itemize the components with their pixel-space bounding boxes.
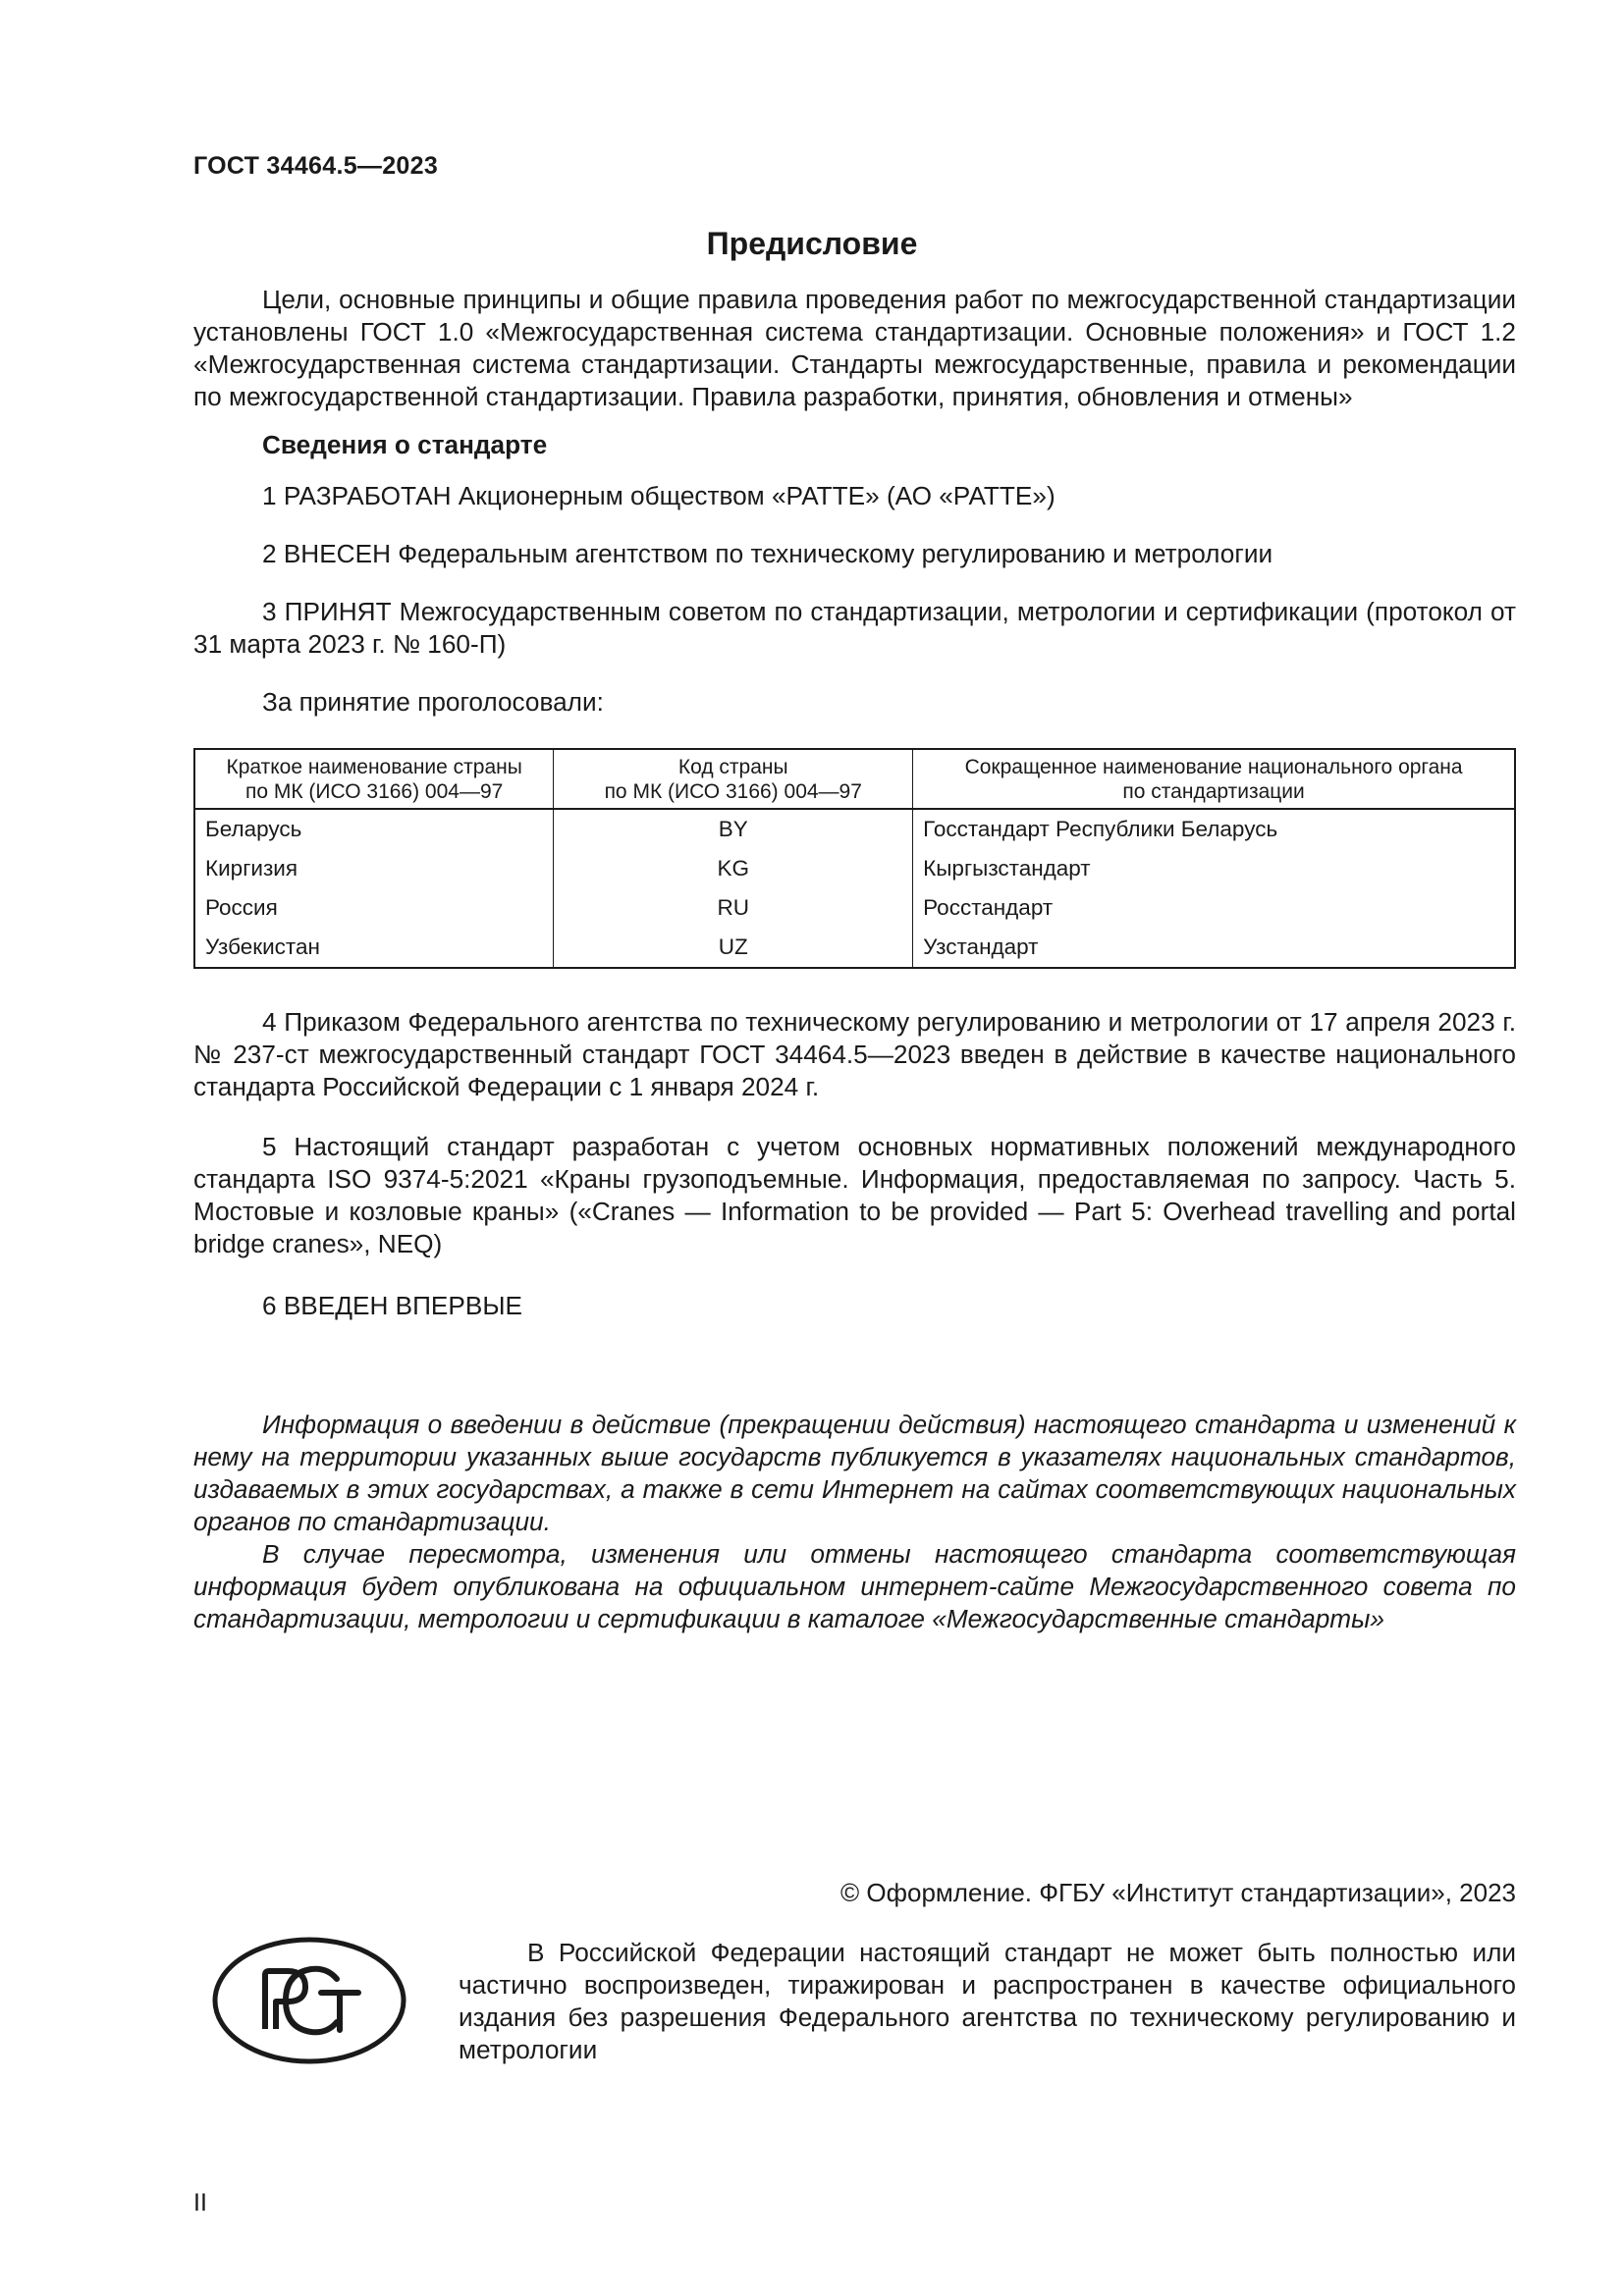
column-header-country-code (554, 749, 913, 809)
intro-paragraph: Цели, основные принципы и общие правила проведения работ по межгосударственной стандартизации установлены ГОСТ 1.0 «Межгосударственная система стандартизации. Основные положения» и ГОСТ 1.2 «Межгосударственная система стандартизации. Стандарты межгосударственные, правила и рекомендации по межгосударственной стандартизации. Правила разработки, принятия, обновления и отмены» (193, 285, 1516, 411)
reproduction-notice (459, 1937, 1516, 2066)
national-body-cell: Кыргызстандарт (923, 856, 1091, 881)
vote-table (193, 748, 1516, 969)
rst-logo-graphic (211, 1936, 407, 2065)
header-line: Сокращенное наименование национального органа (964, 756, 1463, 778)
header-line: по МК (ИСО 3166) 004—97 (604, 780, 862, 803)
standard-info-heading: Сведения о стандарте (262, 430, 548, 459)
column-header-national-body (913, 749, 1515, 809)
voted-label: За принятие проголосовали: (262, 687, 604, 717)
national-body-cell: Госстандарт Республики Беларусь (923, 817, 1278, 841)
header-line: Код страны (677, 756, 788, 778)
table-row (194, 928, 1515, 968)
document-id-header: ГОСТ 34464.5—2023 (193, 152, 439, 180)
rst-certification-mark-icon (211, 1936, 407, 2065)
country-name-cell: Россия (194, 888, 554, 928)
copyright-line: © Оформление. ФГБУ «Институт стандартизации», 2023 (840, 1878, 1516, 1907)
preface-content (193, 284, 1516, 1635)
country-name-cell: Беларусь (194, 809, 554, 849)
item-basis: 5 Настоящий стандарт разработан с учетом основных нормативных положений международного стандарта ISO 9374-5:2021 «Краны грузоподъемные. Информация, предоставляемая по запросу. Часть 5. Мостовые и козловые краны» («Cranes — Information to be provided — Part 5: Overhead travelling and portal bridge cranes», NEQ) (193, 1132, 1516, 1258)
country-name-cell: Киргизия (194, 849, 554, 888)
country-code-cell: UZ (554, 928, 913, 968)
header-line: по стандартизации (1122, 780, 1305, 803)
country-code-cell: KG (554, 849, 913, 888)
vote-table-header-row (194, 749, 1515, 809)
country-name-cell: Узбекистан (194, 928, 554, 968)
page-title: Предисловие (706, 226, 918, 261)
item-adopted: 3 ПРИНЯТ Межгосударственным советом по стандартизации, метрологии и сертификации (протокол от 31 марта 2023 г. № 160-П) (193, 597, 1516, 659)
table-row (194, 888, 1515, 928)
national-body-cell: Узстандарт (923, 934, 1039, 959)
table-row (194, 849, 1515, 888)
info-note-publication: Информация о введении в действие (прекращении действия) настоящего стандарта и изменений к нему на территории указанных выше государств публикуется в указателях национальных стандартов, издаваемых в этих государствах, а также в сети Интернет на сайтах соответствующих национальных органов по стандартизации. (193, 1410, 1516, 1536)
info-note-revision: В случае пересмотра, изменения или отмены настоящего стандарта соответствующая информация будет опубликована на официальном интернет-сайте Межгосударственного совета по стандартизации, метрологии и сертификации в каталоге «Межгосударственные стандарты» (193, 1539, 1516, 1633)
country-code-cell: RU (554, 888, 913, 928)
info-notes (193, 1409, 1516, 1635)
header-line: Краткое наименование страны (226, 756, 522, 778)
item-introduced: 2 ВНЕСЕН Федеральным агентством по техническому регулированию и метрологии (262, 539, 1273, 568)
table-row (194, 809, 1515, 849)
header-line: по МК (ИСО 3166) 004—97 (244, 780, 504, 803)
item-order: 4 Приказом Федерального агентства по техническому регулированию и метрологии от 17 апреля 2023 г. № 237-ст межгосударственный стандарт ГОСТ 34464.5—2023 введен в действие в качестве национального стандарта Российской Федерации с 1 января 2024 г. (193, 1007, 1516, 1101)
item-developed: 1 РАЗРАБОТАН Акционерным обществом «РАТТЕ» (АО «РАТТЕ») (262, 481, 1056, 510)
national-body-cell: Росстандарт (923, 895, 1054, 920)
column-header-country-name (194, 749, 554, 809)
page-number: II (193, 2189, 207, 2216)
item-first-introduced: 6 ВВЕДЕН ВПЕРВЫЕ (262, 1291, 522, 1320)
vote-table-wrapper (193, 748, 1516, 969)
country-code-cell: BY (554, 809, 913, 849)
reproduction-notice-text: В Российской Федерации настоящий стандарт не может быть полностью или частично воспроизведен, тиражирован и распространен в качестве официального издания без разрешения Федерального агентства по техническому регулированию и метрологии (459, 1938, 1516, 2064)
